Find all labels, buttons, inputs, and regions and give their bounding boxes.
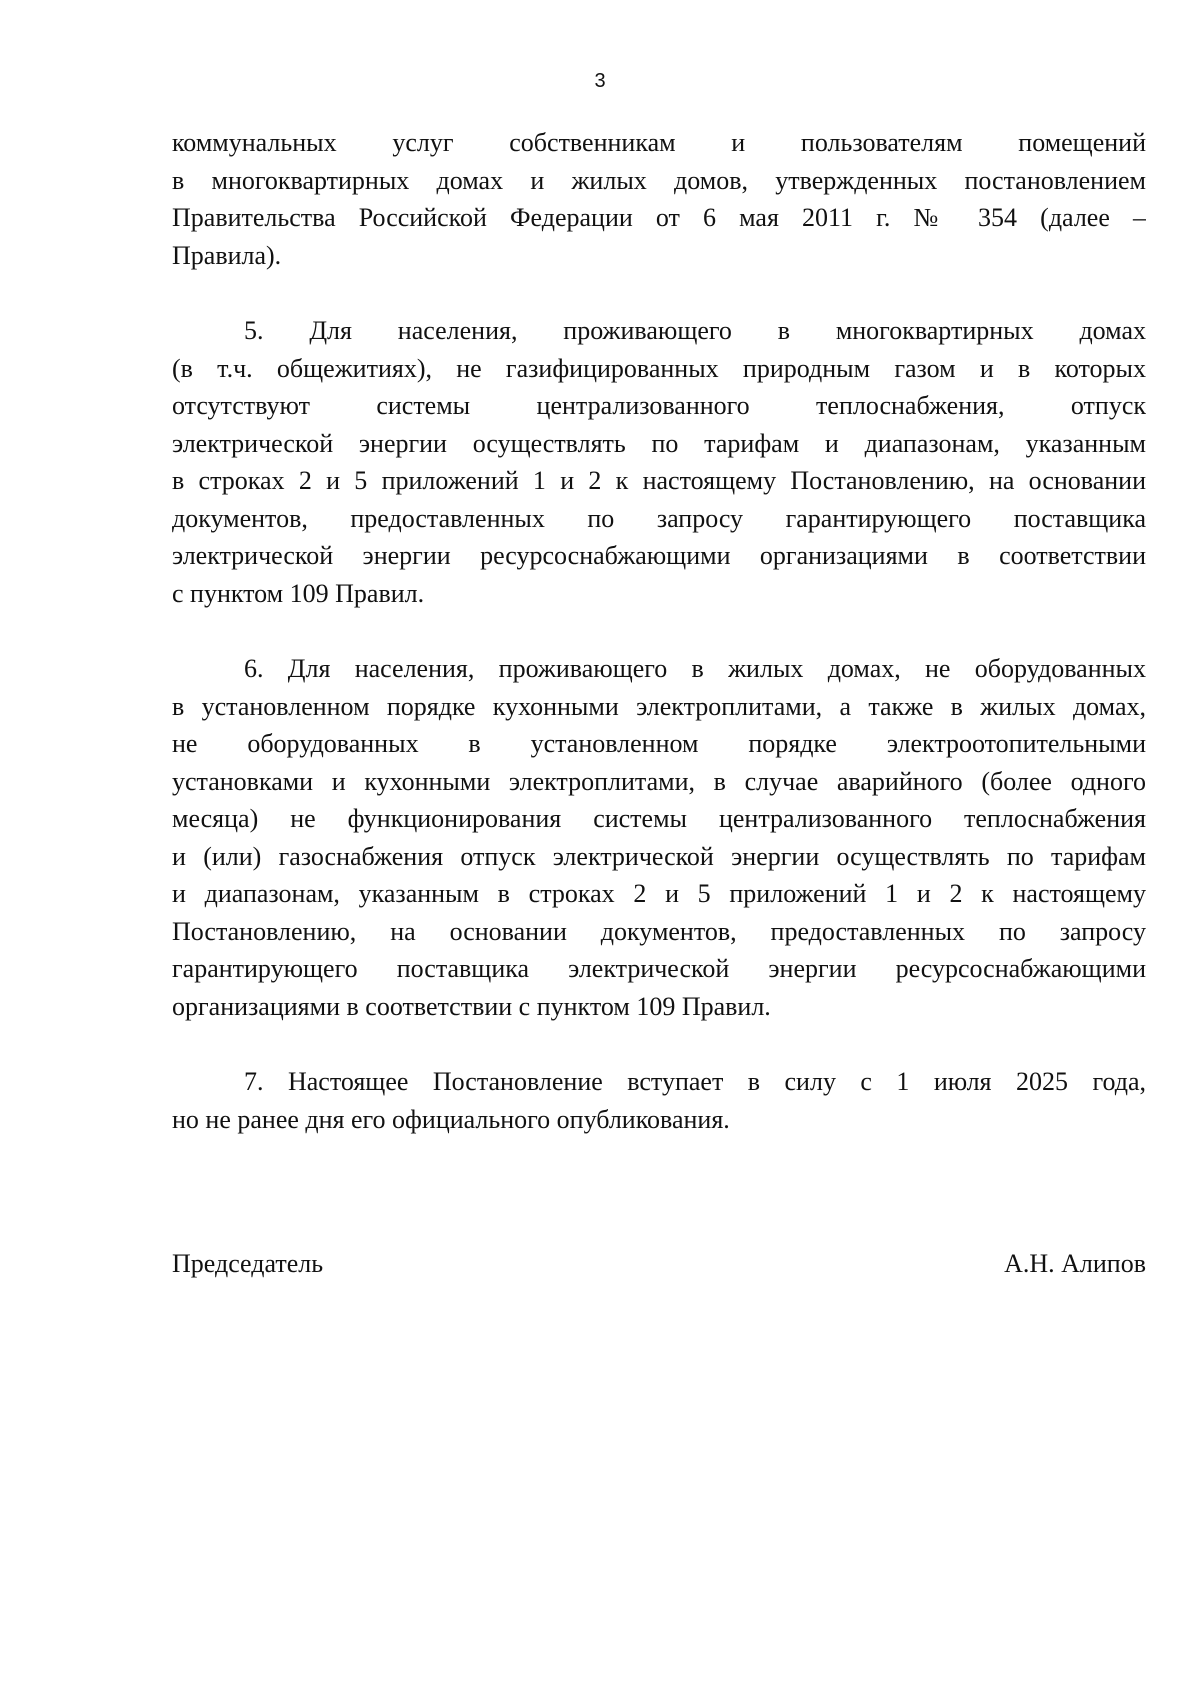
text-line: но не ранее дня его официального опубликования. (172, 1104, 730, 1134)
text-line: отсутствуют системы централизованного теплоснабжения, отпуск (172, 391, 1146, 420)
text-line: электрической энергии ресурсоснабжающими организациями в соответствии (172, 541, 1146, 570)
text-line: Правительства Российской Федерации от 6 мая 2011 г. № 354 (далее – (172, 203, 1146, 232)
text-line: в строках 2 и 5 приложений 1 и 2 к настоящему Постановлению, на основании (172, 466, 1146, 495)
page-number: 3 (594, 70, 606, 92)
intro-paragraph (172, 124, 1146, 274)
paragraph-7 (172, 1063, 1146, 1138)
text-line: (в т.ч. общежитиях), не газифицированных природным газом и в которых (172, 353, 1146, 383)
text-line: электрической энергии осуществлять по тарифам и диапазонам, указанным (172, 428, 1146, 458)
text-line: 7. Настоящее Постановление вступает в силу с 1 июля 2025 года, (244, 1067, 1146, 1096)
text-line: и (или) газоснабжения отпуск электрической энергии осуществлять по тарифам (172, 841, 1146, 871)
text-line: с пунктом 109 Правил. (172, 578, 425, 608)
text-line: гарантирующего поставщика электрической энергии ресурсоснабжающими (172, 954, 1146, 983)
signature-block (172, 1245, 1146, 1283)
paragraph-6 (172, 650, 1146, 1025)
text-line: и диапазонам, указанным в строках 2 и 5 приложений 1 и 2 к настоящему (172, 879, 1146, 908)
text-line: в установленном порядке кухонными электроплитами, а также в жилых домах, (172, 691, 1146, 721)
text-line: 5. Для населения, проживающего в многоквартирных домах (244, 316, 1146, 345)
text-line: коммунальных услуг собственникам и пользователям помещений (172, 128, 1146, 157)
text-line: организациями в соответствии с пунктом 109 Правил. (172, 991, 771, 1021)
text-line: установками и кухонными электроплитами, в случае аварийного (более одного (172, 766, 1146, 796)
text-line: не оборудованных в установленном порядке электроотопительными (172, 729, 1146, 758)
paragraph-5 (172, 312, 1146, 612)
text-line: месяца) не функционирования системы централизованного теплоснабжения (172, 804, 1146, 833)
signatory-title: Председатель (172, 1249, 324, 1278)
text-line: Правила). (172, 240, 282, 270)
text-line: 6. Для населения, проживающего в жилых домах, не оборудованных (244, 654, 1146, 683)
text-line: документов, предоставленных по запросу гарантирующего поставщика (172, 503, 1146, 533)
document-body (172, 124, 1146, 1138)
text-line: в многоквартирных домах и жилых домов, утвержденных постановлением (172, 165, 1146, 195)
signatory-name: А.Н. Алипов (1004, 1249, 1146, 1278)
text-line: Постановлению, на основании документов, предоставленных по запросу (172, 916, 1146, 946)
